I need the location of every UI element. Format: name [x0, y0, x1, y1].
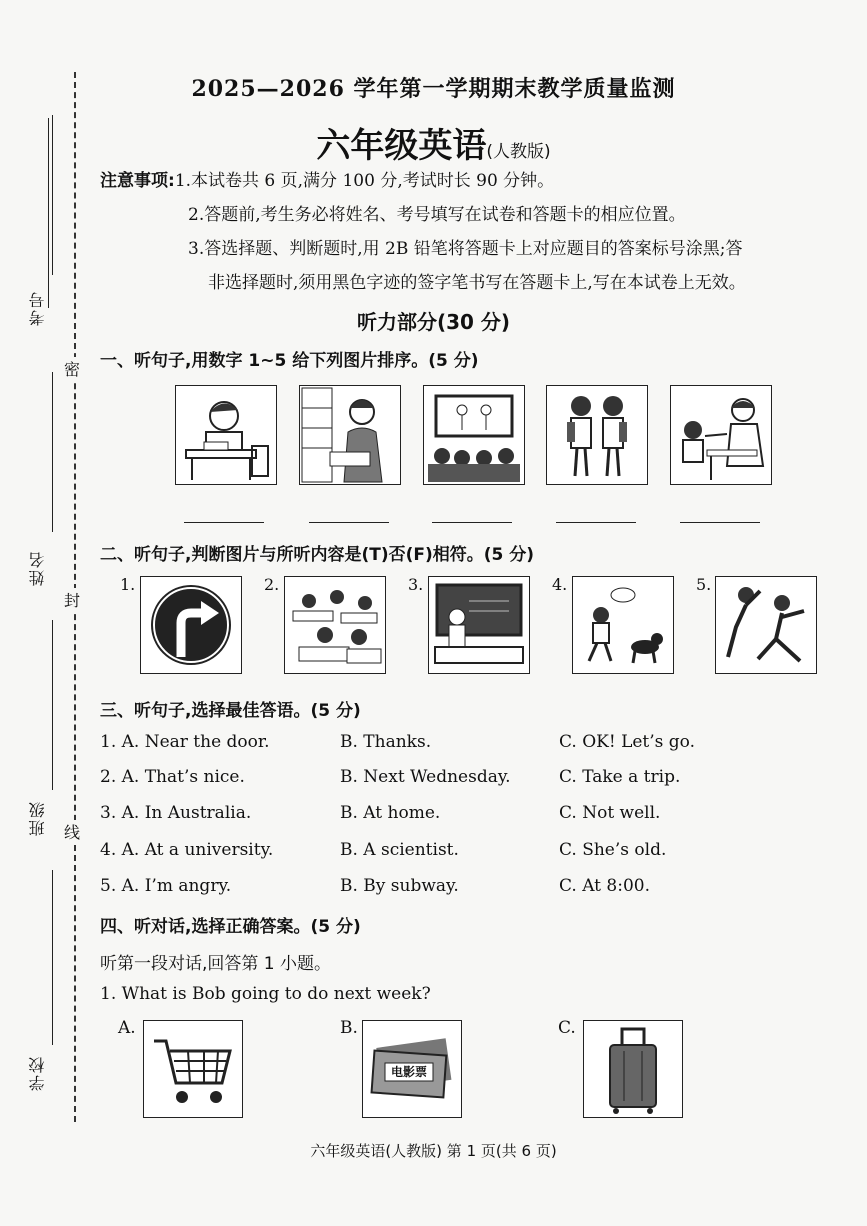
listening-title: 听力部分(30 分) [356, 310, 511, 334]
q5-option-c[interactable]: C. At 8:00. [559, 876, 651, 896]
subject-title [0, 118, 867, 167]
q3-option-a[interactable]: 3. A. In Australia. [100, 803, 252, 823]
label-xingming: 姓名 [28, 550, 47, 586]
xingming-field-line [52, 372, 53, 532]
s2-number-2: 2. [264, 575, 280, 594]
q1-option-c[interactable]: C. OK! Let’s go. [559, 732, 696, 752]
q2-option-a[interactable]: 2. A. That’s nice. [100, 767, 245, 787]
section4-instruction: 听第一段对话,回答第 1 小题。 [100, 954, 332, 974]
q5-option-a[interactable]: 5. A. I’m angry. [100, 876, 232, 896]
picture-movie-ticket[interactable] [362, 1020, 462, 1118]
edition: (人教版) [486, 142, 551, 162]
notes-block [100, 166, 845, 298]
q1-option-b[interactable]: B. Thanks. [340, 732, 432, 752]
note-item-2: 2.答题前,考生务必将姓名、考号填写在试卷和答题卡的相应位置。 [188, 205, 686, 225]
answer-blank-4[interactable] [556, 522, 636, 523]
q2-option-c[interactable]: C. Take a trip. [559, 767, 681, 787]
q2-option-b[interactable]: B. Next Wednesday. [340, 767, 511, 787]
picture-classroom-desks [284, 576, 386, 674]
picture-children-walking [546, 385, 648, 485]
label-banji: 班级 [28, 800, 47, 836]
q4-option-c[interactable]: C. She’s old. [559, 840, 667, 860]
picture-suitcase[interactable] [583, 1020, 683, 1118]
notes-label: 注意事项: [100, 171, 175, 191]
label-xuexiao: 学校 [28, 1055, 47, 1091]
note-item-3-cont: 非选择题时,须用黑色字迹的签字笔书写在答题卡上,写在本试卷上无效。 [208, 273, 746, 293]
picture-turn-right-sign [140, 576, 242, 674]
s4-option-b-label[interactable]: B. [340, 1018, 358, 1038]
answer-blank-1[interactable] [184, 522, 264, 523]
ticket-text: 电影票 [390, 1065, 427, 1079]
s2-number-5: 5. [696, 575, 712, 594]
page-footer: 六年级英语(人教版) 第 1 页(共 6 页) [310, 1142, 557, 1160]
exam-title: 2025—2026 学年第一学期期末教学质量监测 [191, 76, 676, 102]
s4-option-a-label[interactable]: A. [118, 1018, 136, 1038]
q5-option-b[interactable]: B. By subway. [340, 876, 459, 896]
s2-number-3: 3. [408, 575, 424, 594]
q4-option-b[interactable]: B. A scientist. [340, 840, 459, 860]
section2-title: 二、听句子,判断图片与所听内容是(T)否(F)相符。(5 分) [100, 545, 535, 565]
section1-title: 一、听句子,用数字 1~5 给下列图片排序。(5 分) [100, 351, 479, 371]
picture-teacher-blackboard [428, 576, 530, 674]
picture-boy-and-dog [572, 576, 674, 674]
s2-number-1: 1. [120, 575, 136, 594]
picture-doctor-child [670, 385, 772, 485]
picture-cinema [423, 385, 525, 485]
banji-field-line [52, 620, 53, 790]
seal-xian: 线 [64, 820, 80, 843]
note-item-1: 1.本试卷共 6 页,满分 100 分,考试时长 90 分钟。 [174, 171, 555, 191]
answer-blank-2[interactable] [309, 522, 389, 523]
answer-blank-5[interactable] [680, 522, 760, 523]
seal-feng: 封 [64, 588, 80, 611]
section4-title: 四、听对话,选择正确答案。(5 分) [100, 917, 361, 937]
picture-kung-fu [715, 576, 817, 674]
q3-option-c[interactable]: C. Not well. [559, 803, 661, 823]
q3-option-b[interactable]: B. At home. [340, 803, 441, 823]
picture-boy-reading [175, 385, 277, 485]
subject-name: 六年级英语 [316, 126, 487, 166]
picture-shopping-cart[interactable] [143, 1020, 243, 1118]
s2-number-4: 4. [552, 575, 568, 594]
q4-option-a[interactable]: 4. A. At a university. [100, 840, 274, 860]
note-item-3: 3.答选择题、判断题时,用 2B 铅笔将答题卡上对应题目的答案标号涂黑;答 [188, 239, 743, 259]
label-kaohao: 考号 [28, 290, 47, 326]
xuexiao-field-line [52, 870, 53, 1045]
seal-mi: 密 [64, 357, 80, 380]
q1-option-a[interactable]: 1. A. Near the door. [100, 732, 270, 752]
s4-option-c-label[interactable]: C. [558, 1018, 576, 1038]
picture-shop-worker [299, 385, 401, 485]
section3-title: 三、听句子,选择最佳答语。(5 分) [100, 701, 361, 721]
answer-blank-3[interactable] [432, 522, 512, 523]
section4-question-1: 1. What is Bob going to do next week? [100, 984, 431, 1004]
